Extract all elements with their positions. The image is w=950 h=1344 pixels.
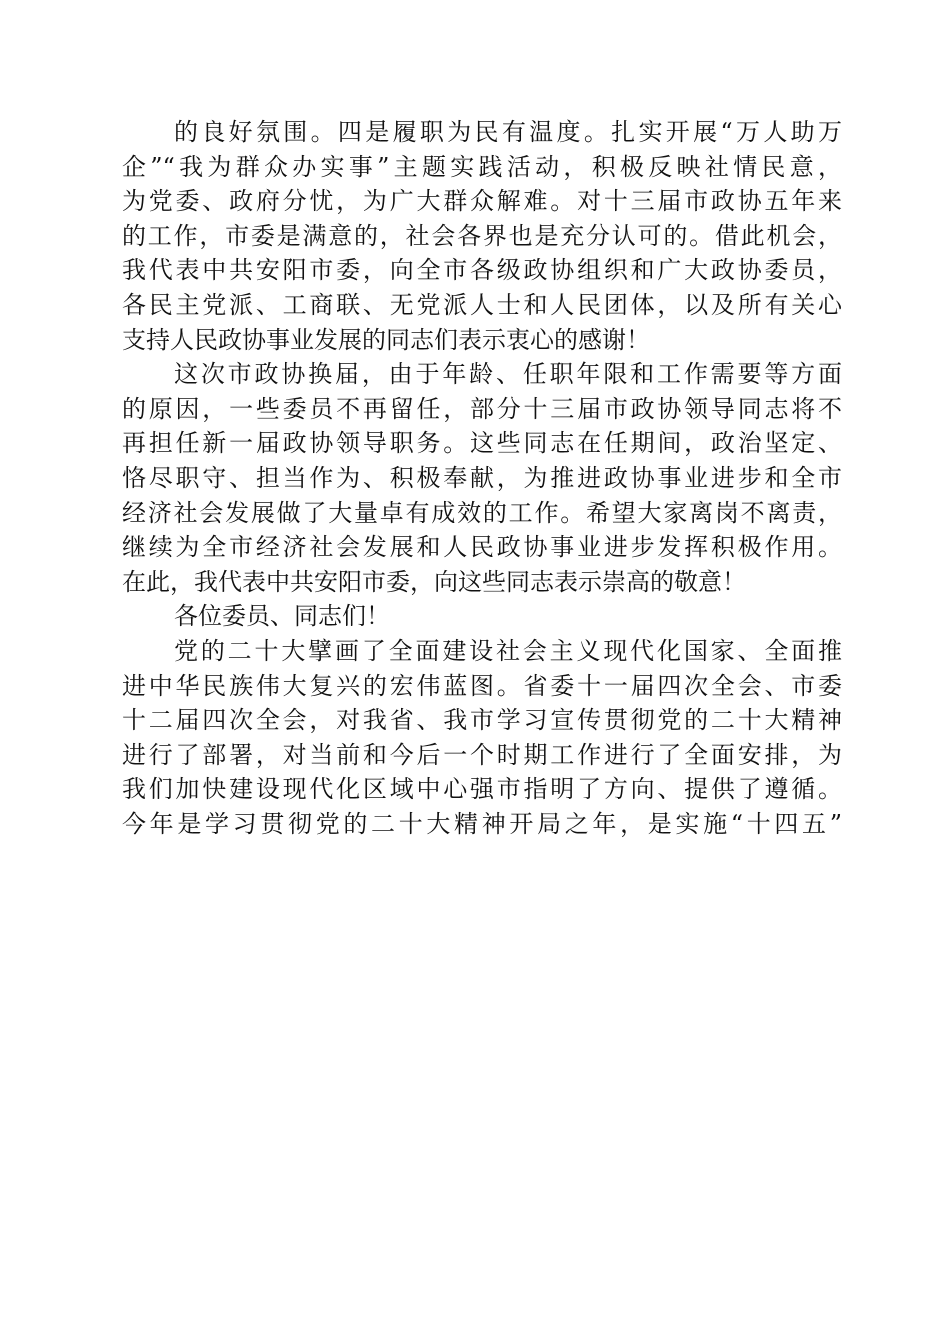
text-line: 党的二十大擘画了全面建设社会主义现代化国家、全面推 (174, 636, 842, 665)
salutation-line: 各位委员、同志们！ (174, 602, 390, 631)
text-line: 进行了部署，对当前和今后一个时期工作进行了全面安排，为 (122, 740, 842, 769)
text-line: 继续为全市经济社会发展和人民政协事业进步发挥积极作用。 (122, 533, 842, 562)
text-line: 我们加快建设现代化区域中心强市指明了方向、提供了遵循。 (122, 775, 842, 804)
text-line: 再担任新一届政协领导职务。这些同志在任期间，政治坚定、 (122, 429, 842, 458)
text-line: 恪尽职守、担当作为、积极奉献，为推进政协事业进步和全市 (122, 463, 842, 492)
text-line: 支持人民政协事业发展的同志们表示衷心的感谢！ (122, 325, 650, 354)
text-line: 的工作，市委是满意的，社会各界也是充分认可的。借此机会， (122, 221, 842, 250)
text-line: 企”“我为群众办实事”主题实践活动，积极反映社情民意， (122, 152, 842, 181)
text-line: 这次市政协换届，由于年龄、任职年限和工作需要等方面 (174, 360, 842, 389)
text-line: 我代表中共安阳市委，向全市各级政协组织和广大政协委员， (122, 256, 842, 285)
text-line: 经济社会发展做了大量卓有成效的工作。希望大家离岗不离责， (122, 498, 842, 527)
text-line: 今年是学习贯彻党的二十大精神开局之年，是实施“十四五” (122, 809, 842, 838)
text-line: 十二届四次全会，对我省、我市学习宣传贯彻党的二十大精神 (122, 706, 842, 735)
text-line: 的原因，一些委员不再留任，部分十三届市政协领导同志将不 (122, 394, 842, 423)
text-line: 在此，我代表中共安阳市委，向这些同志表示崇高的敬意！ (122, 567, 746, 596)
text-line: 进中华民族伟大复兴的宏伟蓝图。省委十一届四次全会、市委 (122, 671, 842, 700)
text-line: 为党委、政府分忧，为广大群众解难。对十三届市政协五年来 (122, 187, 842, 216)
text-line: 各民主党派、工商联、无党派人士和人民团体，以及所有关心 (122, 290, 842, 319)
text-line: 的良好氛围。四是履职为民有温度。扎实开展“万人助万 (174, 118, 842, 146)
document-body (122, 115, 842, 841)
